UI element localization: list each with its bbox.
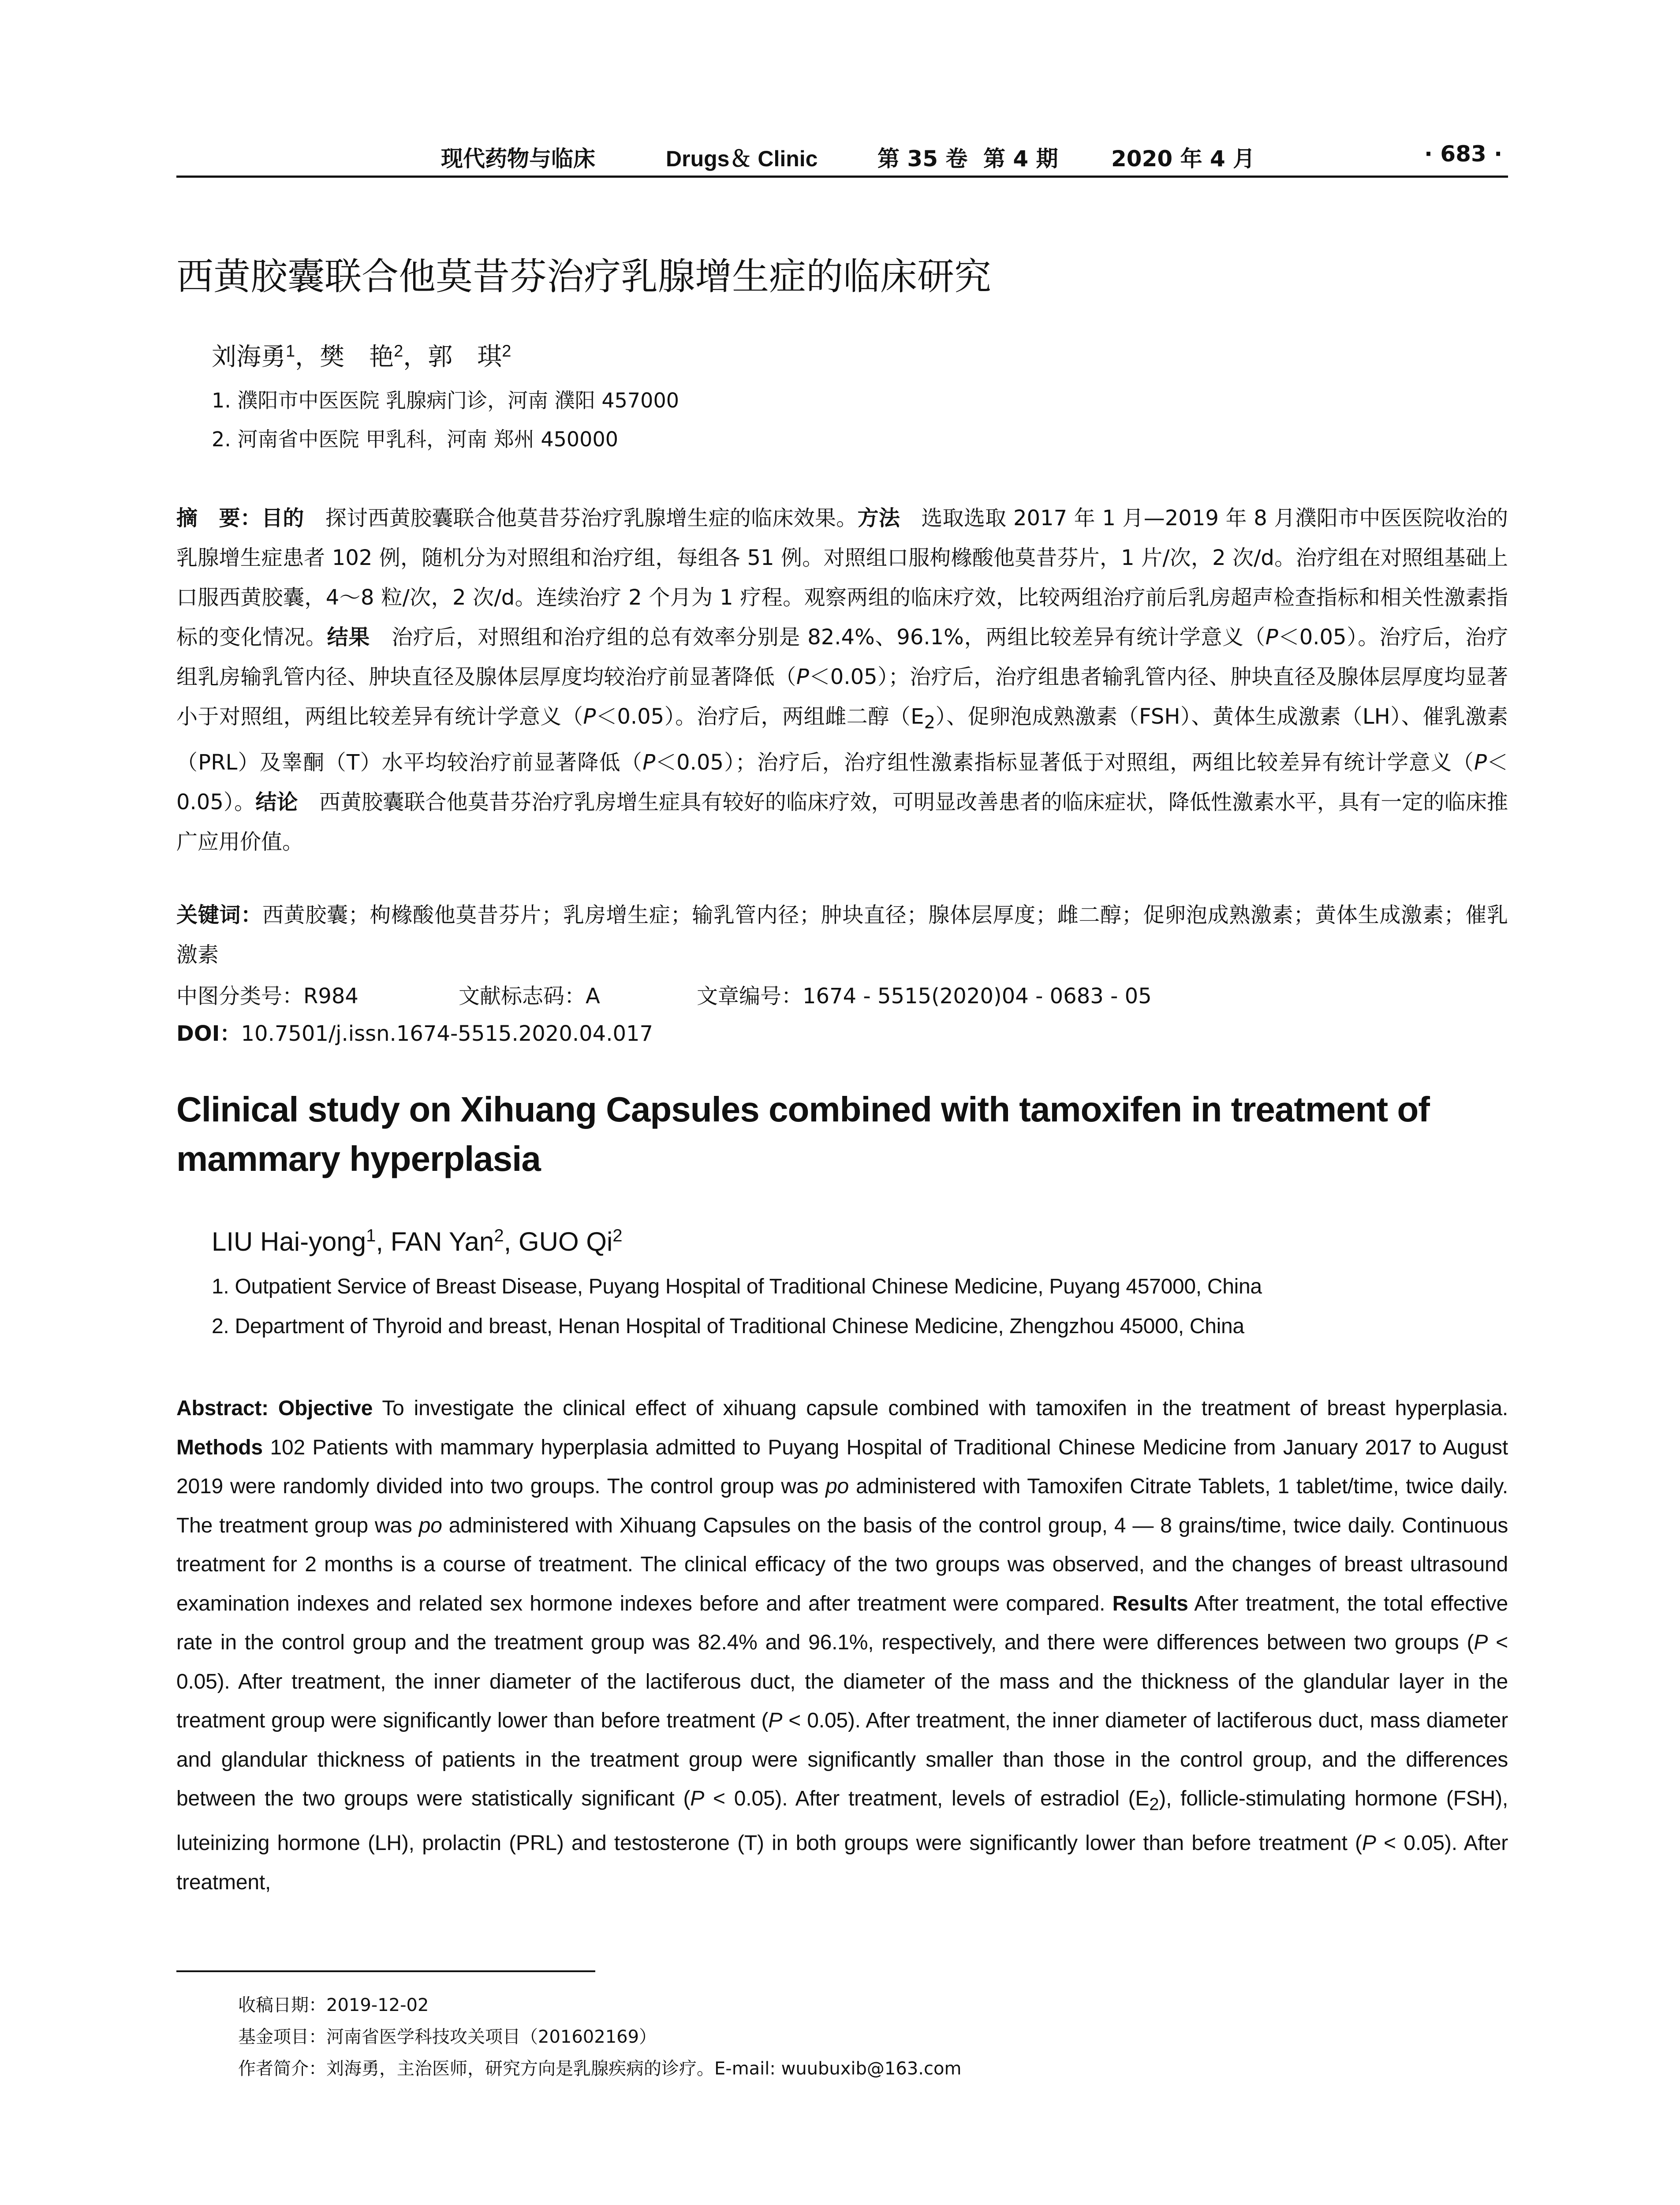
author-separator: , [376,1227,391,1256]
keywords-label: 关键词： [176,903,262,927]
methods-text: 选取选取 2017 年 1 月—2019 年 8 月濮阳市中医医院收治的乳腺增生症患者 102 例，随机分为对照组和治疗组，每组各 51 例。对照组口服枸橼酸他莫昔芬片，1 片/次，2 次/d。治疗组在对照组基础上口服西黄胶囊，4～8 粒/次，2 次/d。连续治疗 2 个月为 1 疗程。观察两组的临床疗效，比较两组治疗前后乳房超声检查指标和相关性激素指标的变化情况。 [176,506,1508,650]
en-author-name: LIU Hai-yong [212,1227,366,1256]
p-symbol: P [796,665,809,689]
p-symbol: P [1265,625,1278,650]
results-text: ＜0.05）；治疗后，治疗组性激素指标显著低于对照组，两组比较差异有统计学意义（ [655,750,1475,775]
objective-text: 探讨西黄胶囊联合他莫昔芬治疗乳腺增生症的临床效果。 [304,506,858,531]
page-number: · 683 · [1424,141,1503,167]
volume: 第 35 卷 [877,146,968,172]
cn-author-name: 樊 艳 [320,343,394,371]
results-text: After treatment, the total effective rate in the control group and the treatment group was 82.4% and 96.1%, respectively, and there were differences between two groups ( [176,1592,1508,1654]
en-affiliation: 1. Outpatient Service of Breast Disease, Puyang Hospital of Traditional Chinese Medicine, Puyang 457000, China [212,1275,1262,1298]
cn-author-sup: 2 [394,342,403,361]
cn-affiliation: 2. 河南省中医院 甲乳科，河南 郑州 450000 [212,427,618,451]
author-separator: , [504,1227,519,1256]
methods-label: Methods [176,1435,263,1459]
cn-author-name: 刘海勇 [212,343,286,371]
results-text: < 0.05). After treatment, the inner diameter of the lactiferous duct, the diameter of the mass and the thickness of the glandular layer in the treatment group were significantly lower than before treatment ( [176,1631,1508,1732]
en-author-sup: 1 [366,1226,376,1245]
header-rule [176,176,1508,178]
results-text: 治疗后，对照组和治疗组的总有效率分别是 82.4%、96.1%，两组比较差异有统计学意义（ [370,625,1266,650]
en-author-sup: 2 [612,1226,623,1245]
journal-name-en: Drugs＆ Clinic [666,146,818,171]
en-title: Clinical study on Xihuang Capsules combined with tamoxifen in treatment of mammary hyperplasia [176,1090,1430,1178]
objective-label: Objective [268,1397,373,1420]
document-code: 文献标志码：A [459,984,600,1009]
abstract-label: Abstract: [176,1397,269,1420]
subscript: 2 [924,712,936,733]
results-text: ＜0.05）。治疗后，两组雌二醇（E [596,704,924,729]
p-symbol: P [642,750,656,775]
cn-authors: 刘海勇$^1$，樊 艳$^2$，郭 琪$^2$ [212,342,511,371]
methods-text: administered with Tamoxifen Citrate Tablets, 1 tablet/time, twice daily. The treatment group was [176,1475,1508,1537]
p-symbol: P [1474,750,1487,775]
cn-affiliation: 1. 濮阳市中医医院 乳腺病门诊，河南 濮阳 457000 [212,389,679,412]
doi-line [176,1017,653,1047]
en-affiliation: 2. Department of Thyroid and breast, Henan Hospital of Traditional Chinese Medicine, Zhengzhou 45000, China [212,1315,1244,1338]
methods-text: 102 Patients with mammary hyperplasia admitted to Puyang Hospital of Traditional Chinese Medicine from January 2017 to August 2019 were randomly divided into two groups. The control group was [176,1435,1508,1498]
classification-line [176,979,1499,1014]
conclusion-text: 西黄胶囊联合他莫昔芬治疗乳房增生症具有较好的临床疗效，可明显改善患者的临床症状，降低性激素水平，具有一定的临床推广应用价值。 [176,789,1508,854]
po-italic: po [825,1475,849,1498]
abstract-label: 摘 要： [176,506,262,531]
results-text: < 0.05). After treatment, levels of estradiol (E [704,1787,1150,1810]
results-label: 结果 [327,625,370,650]
cn-abstract [176,498,1508,862]
results-text: ＜0.05）；治疗后，治疗组患者输乳管内径、肿块直径及腺体层厚度均显著小于对照组，两组比较差异有统计学意义（ [176,665,1508,729]
footnote-rule [176,1970,595,1972]
keywords-text: 西黄胶囊；枸橼酸他莫昔芬片；乳房增生症；输乳管内径；肿块直径；腺体层厚度；雌二醇；促卵泡成熟激素；黄体生成激素；催乳激素 [176,903,1508,967]
p-symbol: P [1474,1631,1488,1654]
results-text: < 0.05). After treatment, the inner diameter of lactiferous duct, mass diameter and glandular thickness of patients in the treatment group were significantly smaller than those in the control group, and the differences between the two groups were statistically significant ( [176,1709,1508,1810]
en-author-name: FAN Yan [390,1227,494,1256]
po-italic: po [418,1514,442,1537]
objective-text: To investigate the clinical effect of xihuang capsule combined with tamoxifen in the treatment of breast hyperplasia. [373,1397,1508,1420]
p-symbol: P [1362,1831,1376,1855]
results-text: ＜0.05）。治疗后，治疗组乳房输乳管内径、肿块直径及腺体层厚度均较治疗前显著降低（ [176,625,1508,689]
results-text: < 0.05). After treatment, [176,1831,1508,1894]
cn-author-sup: 1 [286,342,295,361]
conclusion-label: 结论 [255,789,298,815]
methods-label: 方法 [857,506,900,531]
doi-value: 10.7501/j.issn.1674-5515.2020.04.017 [241,1021,653,1046]
objective-label: 目的 [261,506,304,531]
en-authors [212,1226,623,1257]
p-symbol: P [768,1709,783,1732]
results-text: ）、促卵泡成熟激素（FSH）、黄体生成激素（LH）、催乳激素（PRL）及睾酮（T）水平均较治疗前显著降低（ [176,704,1508,775]
p-symbol: P [583,704,596,729]
issue: 第 4 期 [983,146,1058,172]
footnote-author-bio: 作者简介：刘海勇，主治医师，研究方向是乳腺疾病的诊疗。E-mail: wuubuxib@163.com [238,2059,962,2079]
results-text: ＜0.05）。 [176,750,1508,815]
en-abstract [176,1389,1508,1902]
cn-title: 西黄胶囊联合他莫昔芬治疗乳腺增生症的临床研究 [176,255,992,298]
p-symbol: P [690,1787,705,1810]
en-author-sup: 2 [494,1226,504,1245]
cn-author-name: 郭 琪 [428,343,502,371]
doi-label: DOI： [176,1021,241,1046]
subscript: 2 [1149,1794,1159,1814]
issue-date: 2020 年 4 月 [1111,146,1255,172]
en-author-name: GUO Qi [518,1227,613,1256]
cn-keywords [176,895,1508,975]
results-label: Results [1112,1592,1188,1615]
clc-number: 中图分类号：R984 [176,984,358,1009]
footnote-received: 收稿日期：2019-12-02 [238,1995,429,2015]
footnote-funding: 基金项目：河南省医学科技攻关项目（201602169） [238,2027,657,2047]
cn-author-sup: 2 [502,342,511,361]
running-header [176,141,1508,176]
journal-name-cn: 现代药物与临床 [441,146,595,172]
methods-text: administered with Xihuang Capsules on the basis of the control group, 4 — 8 grains/time, twice daily. Continuous treatment for 2 months is a course of treatment. The clinical efficacy of the two groups was observed, and the changes of breast ultrasound examination indexes and related sex hormone indexes before and after treatment were compared. [176,1514,1508,1615]
article-number: 文章编号：1674 - 5515(2020)04 - 0683 - 05 [697,984,1152,1009]
results-text: ), follicle-stimulating hormone (FSH), luteinizing hormone (LH), prolactin (PRL) and testosterone (T) in both groups were significantly lower than before treatment ( [176,1787,1508,1855]
